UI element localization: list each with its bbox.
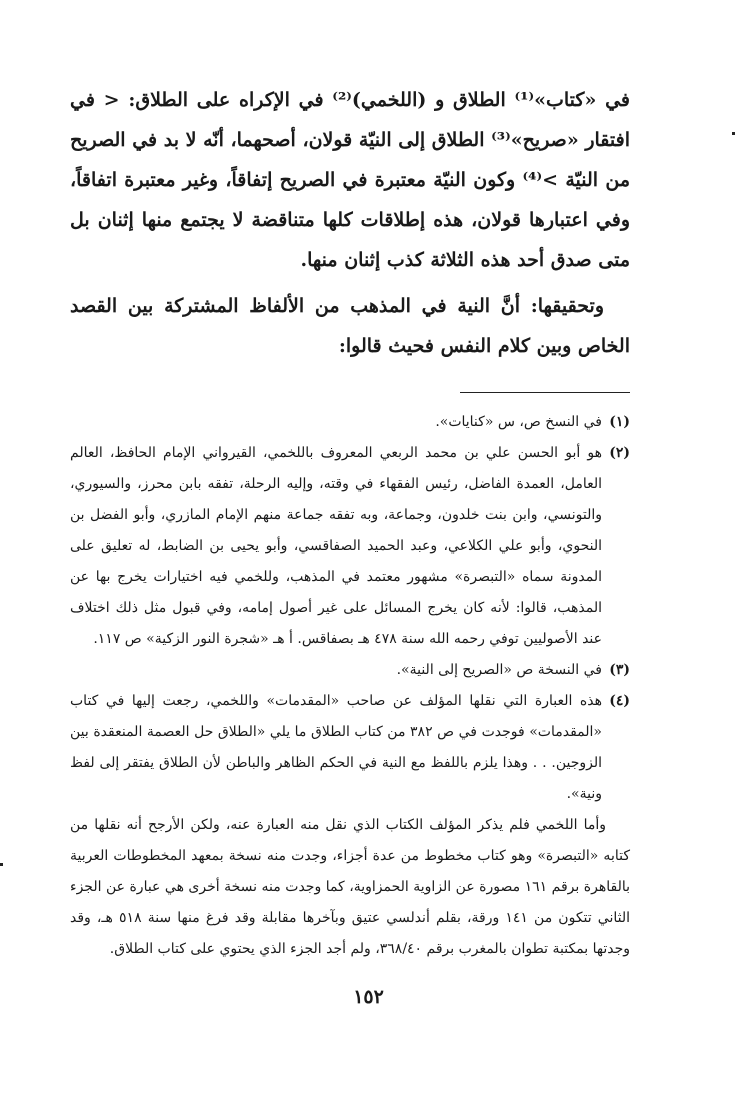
- footnote-4: [70, 686, 630, 810]
- footnote-number: (١): [609, 414, 630, 430]
- footnote-number: (٢): [609, 445, 630, 461]
- footnote-text: هذه العبارة التي نقلها المؤلف عن صاحب «المقدمات» واللخمي، رجعت إليها في كتاب «المقدمات» فوجدت في ص ٣٨٢ من كتاب الطلاق ما يلي «الطلاق حل العصمة المنعقدة بين الزوجين. . . وهذا يلزم باللفظ مع النية في الحكم الظاهر والباطن لأن الطلاق يفتقر إلى لفظ ونية».: [70, 693, 602, 802]
- footnote-1: [70, 407, 630, 438]
- main-paragraph-1: في «كتاب»⁽¹⁾ الطلاق و (اللخمي)⁽²⁾ في الإكراه على الطلاق: < في افتقار «صريح»⁽³⁾ الطلاق إلى النيّة قولان، أصحهما، أنّه لا بد في الصريح من النيّة >⁽⁴⁾ وكون النيّة معتبرة في الصريح إتفاقاً، وغير معتبرة اتفاقاً، وفي اعتبارها قولان، هذه إطلاقات كلها متناقضة لا يجتمع منها إثنان بل متى صدق أحد هذه الثلاثة كذب إثنان منها.: [70, 89, 631, 271]
- footnotes: [70, 407, 630, 965]
- edge-speck: [732, 132, 735, 135]
- footnote-4-continuation: وأما اللخمي فلم يذكر المؤلف الكتاب الذي نقل منه العبارة عنه، ولكن الأرجح أنه نقلها من كتابه «التبصرة» وهو كتاب مخطوط من عدة أجزاء، وجدت منه نسخة بمعهد المخطوطات العربية بالقاهرة برقم ١٦١ مصورة عن الزاوية الحمزاوية، كما وجدت منه نسخة أخرى هي عبارة عن الجزء الثاني تتكون من ١٤١ ورقة، بقلم أندلسي عتيق وبآخرها مقابلة وقد فرغ منها سنة ٥١٨ هـ، وقد وجدتها بمكتبة تطوان بالمغرب برقم ٣٦٨/٤٠، ولم أجد الجزء الذي يحتوي على كتاب الطلاق.: [70, 817, 631, 957]
- edge-speck: [0, 863, 3, 866]
- footnote-separator: [460, 392, 630, 393]
- footnote-text: هو أبو الحسن علي بن محمد الربعي المعروف باللخمي، القيرواني الإمام الحافظ، العالم العامل، العمدة الفاضل، رئيس الفقهاء في وقته، وإليه الرحلة، تفقه بابن محرز، والسيوري، والتونسي، وابن بنت خلدون، وجماعة، وبه تفقه جماعة منهم الإمام المازري، وأبو الفضل بن النحوي، وأبو علي الكلاعي، وعبد الحميد الصفاقسي، وأبو يحيى بن الضابط، له تعليق على المدونة سماه «التبصرة» مشهور معتمد في المذهب، وللخمي فيه اختيارات يخرج بها عن المذهب، قالوا: لأنه كان يخرج المسائل على غير أصول إمامه، وفي قبول مثل ذلك اختلاف عند الأصوليين توفي رحمه الله سنة ٤٧٨ هـ بصفاقس. أ هـ «شجرة النور الزكية» ص ١١٧.: [70, 445, 602, 647]
- page-body: [70, 80, 630, 965]
- footnote-3: [70, 655, 630, 686]
- footnote-text: في النسخة ص «الصريح إلى النية».: [396, 662, 602, 678]
- footnote-text: في النسخ ص، س «كنايات».: [435, 414, 602, 430]
- footnote-number: (٣): [609, 662, 630, 678]
- page-number: ١٥٢: [353, 986, 384, 1008]
- main-text: [70, 80, 630, 366]
- footnote-number: (٤): [609, 693, 630, 709]
- main-paragraph-2: وتحقيقها: أنَّ النية في المذهب من الألفاظ المشتركة بين القصد الخاص وبين كلام النفس فحيث قالوا:: [70, 295, 630, 357]
- footnote-2: [70, 438, 630, 655]
